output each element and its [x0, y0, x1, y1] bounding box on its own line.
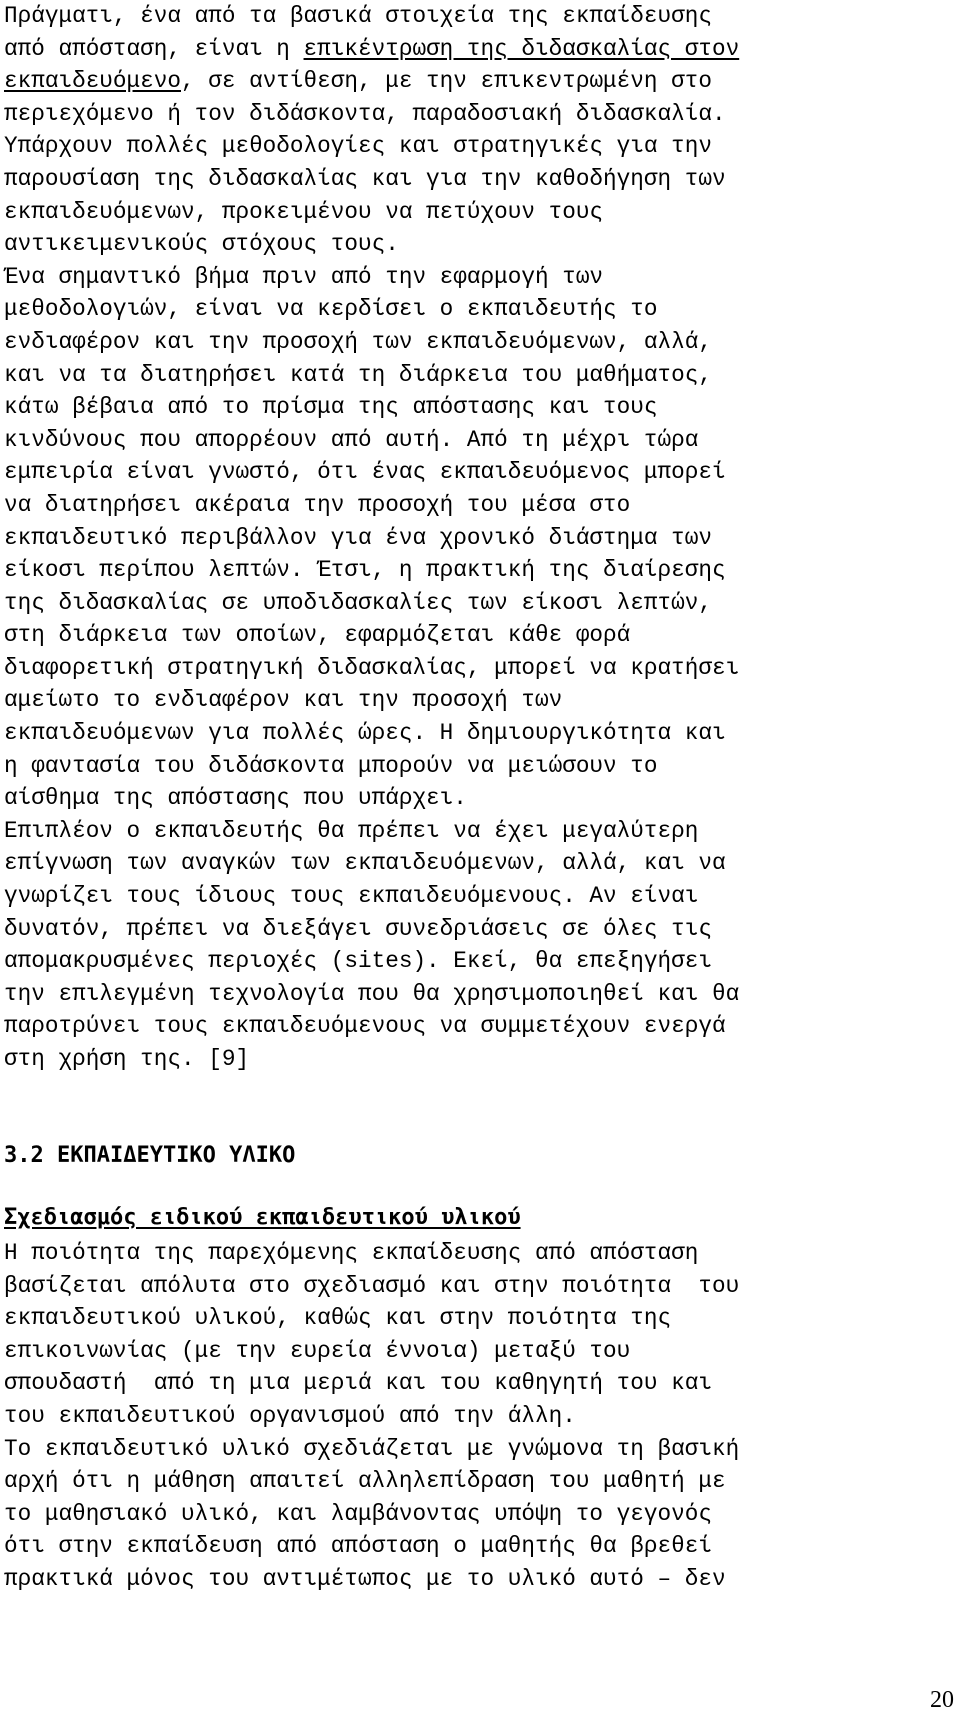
- section-heading: 3.2 ΕΚΠΑΙΔΕΥΤΙΚΟ ΥΛΙΚΟ: [4, 1143, 296, 1168]
- text-line: της διδασκαλίας σε υποδιδασκαλίες των είκοσι λεπτών,: [4, 589, 712, 616]
- text-line: ενδιαφέρον και την προσοχή των εκπαιδευόμενων, αλλά,: [4, 328, 712, 355]
- text-line: βασίζεται απόλυτα στο σχεδιασμό και στην ποιότητα του: [4, 1272, 740, 1299]
- text-line: στη διάρκεια των οποίων, εφαρμόζεται κάθε φορά: [4, 622, 631, 649]
- page-number: 20: [930, 1687, 954, 1713]
- text-line: κινδύνους που απορρέουν από αυτή. Από τη μέχρι τώρα: [4, 426, 699, 453]
- text-line: εκπαιδευτικού υλικού, καθώς και στην ποιότητα της: [4, 1305, 672, 1332]
- text-line: δυνατόν, πρέπει να διεξάγει συνεδριάσεις σε όλες τις: [4, 915, 712, 942]
- underlined-phrase: εκπαιδευόμενο: [4, 68, 181, 95]
- body-text-top: [4, 0, 956, 1076]
- text-line: την επιλεγμένη τεχνολογία που θα χρησιμοποιηθεί και θα: [4, 980, 740, 1007]
- text-line: μεθοδολογιών, είναι να κερδίσει ο εκπαιδευτής το: [4, 296, 658, 323]
- text-line: Ένα σημαντικό βήμα πριν από την εφαρμογή των: [4, 263, 604, 290]
- text-segment: , σε αντίθεση, με την επικεντρωμένη στο: [181, 68, 712, 95]
- body-text-bottom: [4, 1237, 956, 1596]
- text-line: αίσθημα της απόστασης που υπάρχει.: [4, 785, 467, 812]
- text-line: Υπάρχουν πολλές μεθοδολογίες και στρατηγικές για την: [4, 133, 712, 160]
- text-line: είκοσι περίπου λεπτών. Έτσι, η πρακτική της διαίρεσης: [4, 557, 726, 584]
- text-line: κάτω βέβαια από το πρίσμα της απόστασης και τους: [4, 394, 658, 421]
- text-line: του εκπαιδευτικού οργανισμού από την άλλη.: [4, 1402, 576, 1429]
- text-line: πρακτικά μόνος του αντιμέτωπος με το υλικό αυτό – δεν: [4, 1565, 726, 1592]
- text-line: Η ποιότητα της παρεχόμενης εκπαίδευσης από απόσταση: [4, 1240, 699, 1266]
- text-line: γνωρίζει τους ίδιους τους εκπαιδευόμενους. Αν είναι: [4, 883, 699, 910]
- text-line: απομακρυσμένες περιοχές (sites). Εκεί, θα επεξηγήσει: [4, 948, 712, 975]
- text-line: επίγνωση των αναγκών των εκπαιδευόμενων, αλλά, και να: [4, 850, 726, 877]
- text-line: επικοινωνίας (με την ευρεία έννοια) μεταξύ του: [4, 1337, 631, 1364]
- text-line: αμείωτο το ενδιαφέρον και την προσοχή των: [4, 687, 563, 714]
- text-line: [4, 65, 956, 98]
- text-line: Επιπλέον ο εκπαιδευτής θα πρέπει να έχει μεγαλύτερη: [4, 817, 699, 844]
- text-line: διαφορετική στρατηγική διδασκαλίας, μπορεί να κρατήσει: [4, 654, 740, 681]
- subsection-heading: Σχεδιασμός ειδικού εκπαιδευτικού υλικού: [4, 1205, 521, 1230]
- text-line: σπουδαστή από τη μια μεριά και του καθηγητή του και: [4, 1370, 712, 1397]
- text-line: η φαντασία του διδάσκοντα μπορούν να μειώσουν το: [4, 752, 658, 779]
- text-line: [4, 33, 956, 66]
- text-line: ότι στην εκπαίδευση από απόσταση ο μαθητής θα βρεθεί: [4, 1533, 712, 1560]
- text-line: στη χρήση της. [9]: [4, 1046, 250, 1072]
- underlined-phrase: επικέντρωση της διδασκαλίας στον: [303, 35, 740, 62]
- text-line: περιεχόμενο ή τον διδάσκοντα, παραδοσιακή διδασκαλία.: [4, 100, 726, 127]
- text-line: εκπαιδευόμενων, προκειμένου να πετύχουν τους: [4, 198, 604, 225]
- text-line: εμπειρία είναι γνωστό, ότι ένας εκπαιδευόμενος μπορεί: [4, 459, 726, 486]
- text-line: παρουσίαση της διδασκαλίας και για την καθοδήγηση των: [4, 165, 726, 192]
- text-line: αρχή ότι η μάθηση απαιτεί αλληλεπίδραση του μαθητή με: [4, 1468, 726, 1495]
- text-line: το μαθησιακό υλικό, και λαμβάνοντας υπόψη το γεγονός: [4, 1500, 712, 1527]
- text-line: εκπαιδευτικό περιβάλλον για ένα χρονικό διάστημα των: [4, 524, 712, 551]
- text-line: Πράγματι, ένα από τα βασικά στοιχεία της εκπαίδευσης: [4, 3, 712, 29]
- text-line: να διατηρήσει ακέραια την προσοχή του μέσα στο: [4, 491, 631, 518]
- text-line: παροτρύνει τους εκπαιδευόμενους να συμμετέχουν ενεργά: [4, 1013, 726, 1040]
- text-line: αντικειμενικούς στόχους τους.: [4, 231, 399, 258]
- text-line: και να τα διατηρήσει κατά τη διάρκεια του μαθήματος,: [4, 361, 712, 388]
- text-line: Το εκπαιδευτικό υλικό σχεδιάζεται με γνώμονα τη βασική: [4, 1435, 740, 1462]
- text-segment: από απόσταση, είναι η: [4, 35, 304, 62]
- text-line: εκπαιδευόμενων για πολλές ώρες. Η δημιουργικότητα και: [4, 720, 726, 747]
